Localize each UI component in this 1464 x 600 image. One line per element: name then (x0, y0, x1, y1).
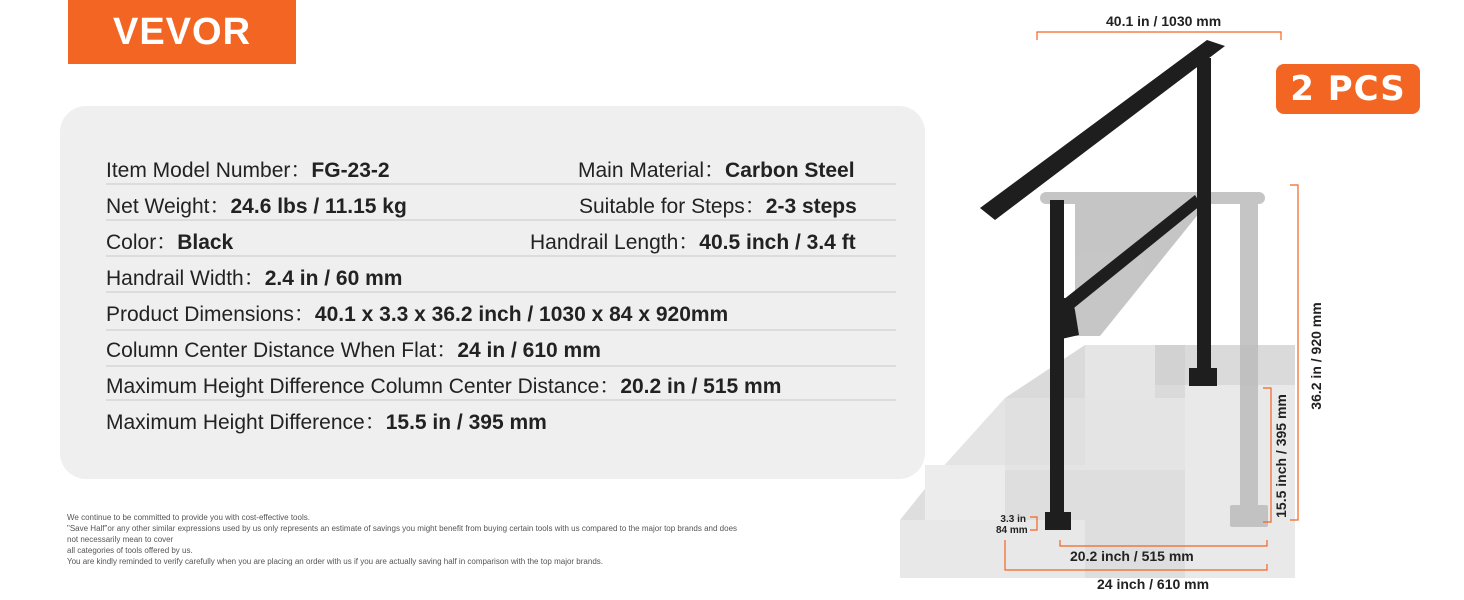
disclaimer-line: all categories of tools offered by us. (67, 546, 193, 555)
divider (106, 183, 896, 185)
spec-handrail-width: Handrail Width：2.4 in / 60 mm (106, 267, 403, 290)
divider (106, 219, 896, 221)
logo-text: VEVOR (112, 10, 252, 53)
dim-base-width: 3.3 in 84 mm (996, 514, 1028, 536)
spec-dimensions: Product Dimensions：40.1 x 3.3 x 36.2 inch / 1030 x 84 x 920mm (106, 303, 729, 326)
spec-material: Main Material：Carbon Steel (578, 159, 855, 182)
dim-col-dist-flat: 24 inch / 610 mm (1097, 576, 1210, 592)
dim-col-dist-stair: 20.2 inch / 515 mm (1070, 548, 1194, 564)
spec-handrail-length: Handrail Length：40.5 inch / 3.4 ft (530, 231, 856, 254)
disclaimer-line: "Save Half"or any other similar expressions used by us only represents an estimate of savings you might benefit from buying certain tools with us compared to the major top brands and does (67, 524, 738, 533)
vevor-logo (68, 0, 296, 64)
spec-model: Item Model Number：FG-23-2 (106, 159, 390, 182)
quantity-badge: 2 PCS (1276, 64, 1420, 114)
handrail-illustration (895, 0, 1335, 600)
divider (106, 399, 896, 401)
dim-top-width: 40.1 in / 1030 mm (1106, 13, 1222, 29)
disclaimer (67, 512, 837, 567)
divider (106, 329, 896, 331)
stairs (900, 345, 1295, 578)
dim-height-diff: 15.5 inch / 395 mm (1273, 394, 1289, 518)
disclaimer-line: We continue to be committed to provide you with cost-effective tools. (67, 513, 310, 522)
divider (106, 365, 896, 367)
divider (106, 291, 896, 293)
spec-steps: Suitable for Steps：2-3 steps (579, 195, 857, 218)
spec-color: Color：Black (106, 231, 234, 254)
divider (106, 255, 896, 257)
disclaimer-line: You are kindly reminded to verify carefully when you are placing an order with us if you are actually saving half in comparison with the top major brands. (67, 557, 603, 566)
disclaimer-line: not necessarily mean to cover (67, 535, 174, 544)
spec-column-flat: Column Center Distance When Flat：24 in / 610 mm (106, 339, 601, 362)
spec-max-height-col: Maximum Height Difference Column Center Distance：20.2 in / 515 mm (106, 375, 782, 398)
dim-total-height: 36.2 in / 920 mm (1308, 302, 1324, 410)
spec-weight: Net Weight：24.6 lbs / 11.15 kg (106, 195, 407, 218)
spec-max-height: Maximum Height Difference：15.5 in / 395 mm (106, 411, 547, 434)
